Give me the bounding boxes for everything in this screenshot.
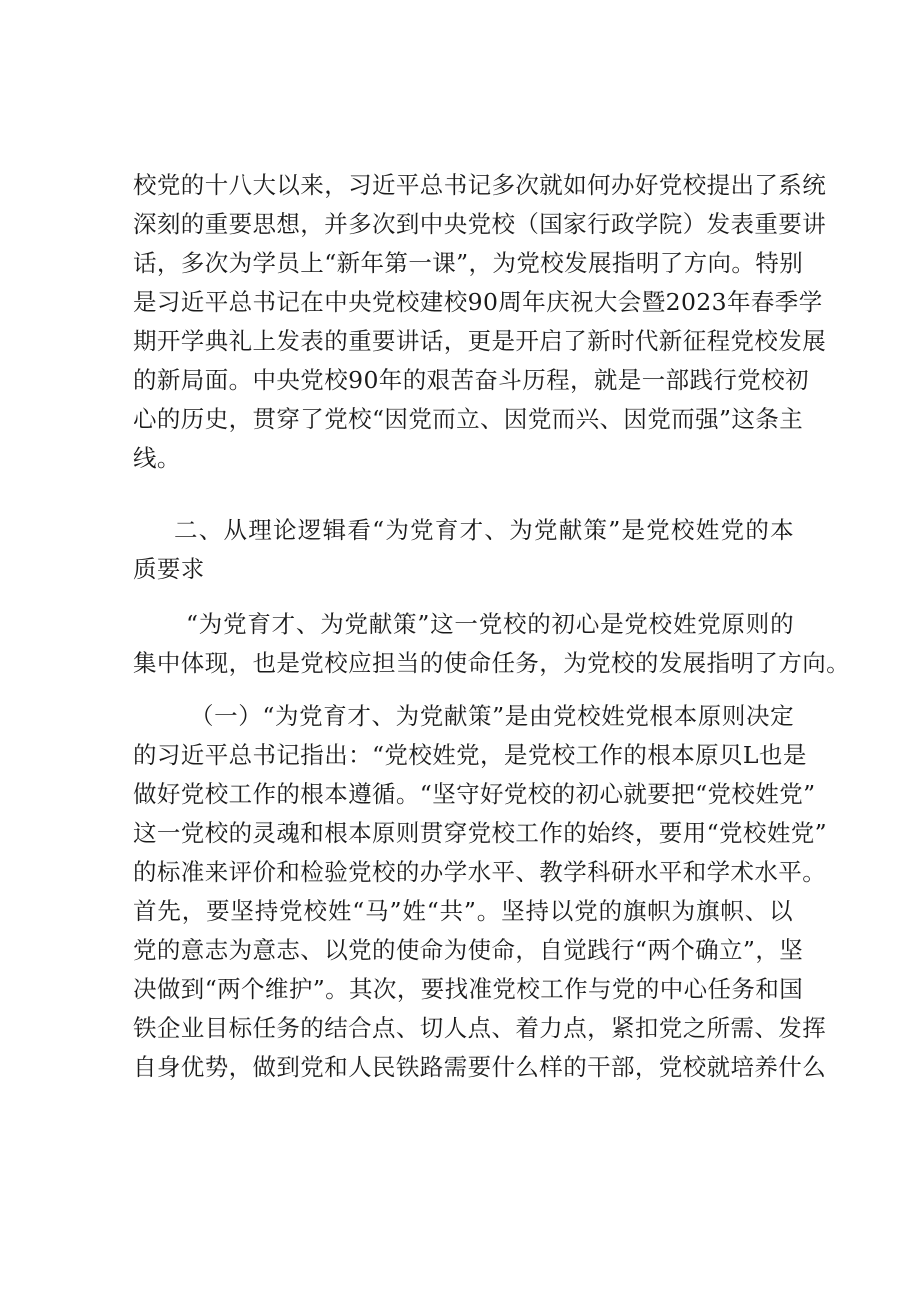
text-line: 的新局面。中央党校90年的艰苦奋斗历程，就是一部践行党校初 bbox=[133, 366, 810, 394]
text-line: 线。 bbox=[133, 444, 181, 472]
text-line: 是习近平总书记在中央党校建校90周年庆祝大会暨2023年春季学 bbox=[133, 288, 823, 316]
text-line: 心的历史，贯穿了党校“因党而立、因党而兴、因党而强”这条主 bbox=[133, 405, 804, 433]
text-line: （一）“为党育才、为党献策”是由党校姓党根本原则决定 bbox=[190, 702, 794, 730]
text-line: 铁企业目标任务的结合点、切人点、着力点，紧扣党之所需、发挥 bbox=[133, 1014, 827, 1042]
text-line: 这一党校的灵魂和根本原则贯穿党校工作的始终，要用“党校姓党” bbox=[133, 819, 828, 847]
text-line: 的标准来评价和检验党校的办学水平、教学科研水平和学术水平。 bbox=[133, 858, 827, 886]
text-line: 集中体现，也是党校应担当的使命任务，为党校的发展指明了方向。 bbox=[133, 649, 850, 677]
text-line: 决做到“两个维护”。其次，要找准党校工作与党的中心任务和国 bbox=[133, 975, 804, 1003]
text-line: 的习近平总书记指出：“党校姓党，是党校工作的根本原贝L也是 bbox=[133, 741, 807, 769]
text-line: 首先，要坚持党校姓“马”姓“共”。坚持以党的旗帜为旗帜、以 bbox=[133, 897, 793, 925]
text-line: “为党育才、为党献策”这一党校的初心是党校姓党原则的 bbox=[186, 610, 794, 638]
text-line: 期开学典礼上发表的重要讲话，更是开启了新时代新征程党校发展 bbox=[133, 327, 827, 355]
text-line: 校党的十八大以来，习近平总书记多次就如何办好党校提出了系统 bbox=[133, 171, 827, 199]
text-line: 党的意志为意志、以党的使命为使命，自觉践行“两个确立”，坚 bbox=[133, 936, 804, 964]
heading-line: 二、从理论逻辑看“为党育才、为党献策”是党校姓党的本 bbox=[174, 516, 794, 544]
heading-line: 质要求 bbox=[133, 555, 205, 583]
text-line: 做好党校工作的根本遵循。“坚守好党校的初心就要把“党校姓党” bbox=[133, 780, 816, 808]
text-line: 话，多次为学员上“新年第一课”，为党校发展指明了方向。特别 bbox=[133, 249, 804, 277]
text-line: 自身优势，做到党和人民铁路需要什么样的干部，党校就培养什么 bbox=[133, 1053, 827, 1081]
text-line: 深刻的重要思想，并多次到中央党校（国家行政学院）发表重要讲 bbox=[133, 210, 827, 238]
